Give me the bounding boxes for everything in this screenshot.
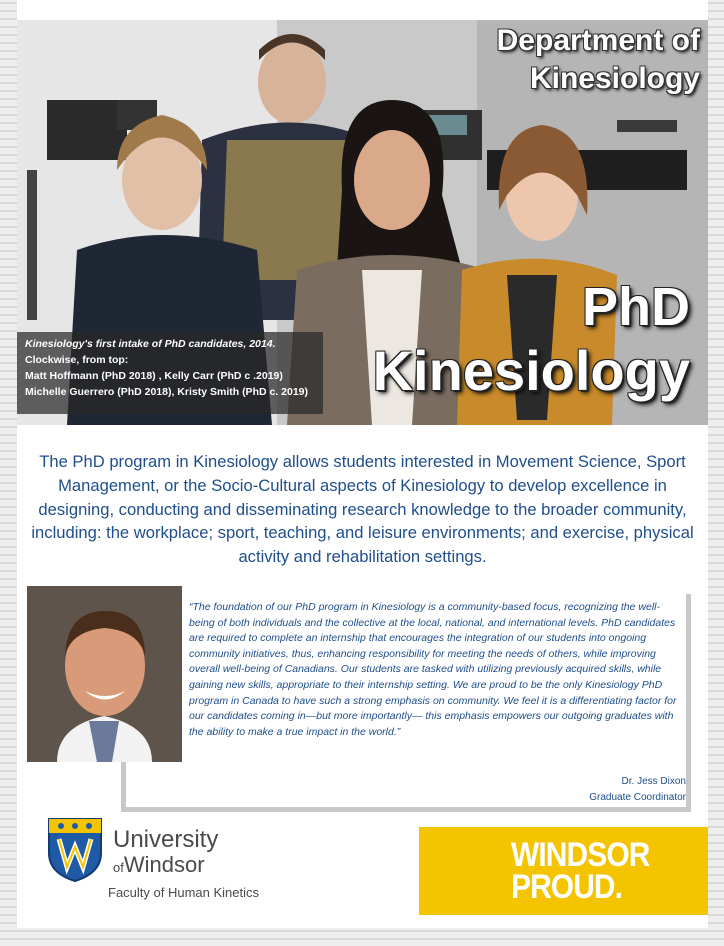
windsor-proud-line1: WINDSOR xyxy=(511,836,650,874)
caption-title: Kinesiology's first intake of PhD candidates, 2014. xyxy=(25,338,276,350)
program-title-line1: PhD xyxy=(582,277,690,337)
university-name-line1: University xyxy=(113,826,219,853)
coordinator-photo-illustration xyxy=(27,586,182,762)
caption-line3: Michelle Guerrero (PhD 2018), Kristy Smith (PhD c. 2019) xyxy=(25,386,309,398)
program-title-line2: Kinesiology xyxy=(372,339,690,402)
university-name-line2: Windsor xyxy=(123,852,205,877)
faculty-name: Faculty of Human Kinetics xyxy=(108,885,260,900)
shield-icon xyxy=(47,817,103,883)
university-name-of: of xyxy=(113,860,124,875)
program-title xyxy=(373,275,690,403)
caption-line1: Clockwise, from top: xyxy=(25,354,129,366)
photo-caption xyxy=(17,332,323,414)
coordinator-portrait xyxy=(27,586,182,762)
caption-line2: Matt Hoffmann (PhD 2018) , Kelly Carr (PhD c .2019) xyxy=(25,370,283,382)
department-title xyxy=(497,22,700,98)
windsor-proud-badge xyxy=(419,827,708,915)
hero-photo xyxy=(17,20,708,425)
quote-author: Dr. Jess Dixon xyxy=(621,776,686,787)
university-logo xyxy=(47,817,287,907)
university-name xyxy=(113,827,218,880)
program-description: The PhD program in Kinesiology allows students interested in Movement Science, Sport Management, or the Socio-Cultural aspects of Kinesiology to develop excellence in designing, conducting and disseminating research knowledge to the broader community, including: the workplace; sport, teaching, and leisure environments; and exercise, physical activity and rehabilitation settings. xyxy=(31,452,694,567)
brochure-page xyxy=(17,0,708,928)
quote-author-title: Graduate Coordinator xyxy=(589,792,686,803)
windsor-proud-text xyxy=(511,836,650,906)
windsor-proud-line2: PROUD. xyxy=(511,868,623,906)
coordinator-quote: “The foundation of our PhD program in Kinesiology is a community-based focus, recognizing the well-being of both individuals and the collective at the local, national, and international levels. PhD candidates are required to complete an internship that encourages the integration of our students into ongoing community initiatives, thus, enhancing responsibility for meeting the needs of others, while improving overall well-being of Canadians. Our students are tasked with utilizing previously acquired skills, while gaining new skills, appropriate to their internship setting. We are proud to be the only Kinesiology PhD program in Canada to have such a strong emphasis on community. We feel it is a differentiating factor for our candidates coming in—but more importantly— this emphasis empowers our outgoing graduates with the ability to make a true impact in the world.” xyxy=(189,601,677,738)
department-title-line1: Department of xyxy=(496,24,700,57)
quote-signature xyxy=(589,774,686,806)
department-title-line2: Kinesiology xyxy=(529,62,700,95)
